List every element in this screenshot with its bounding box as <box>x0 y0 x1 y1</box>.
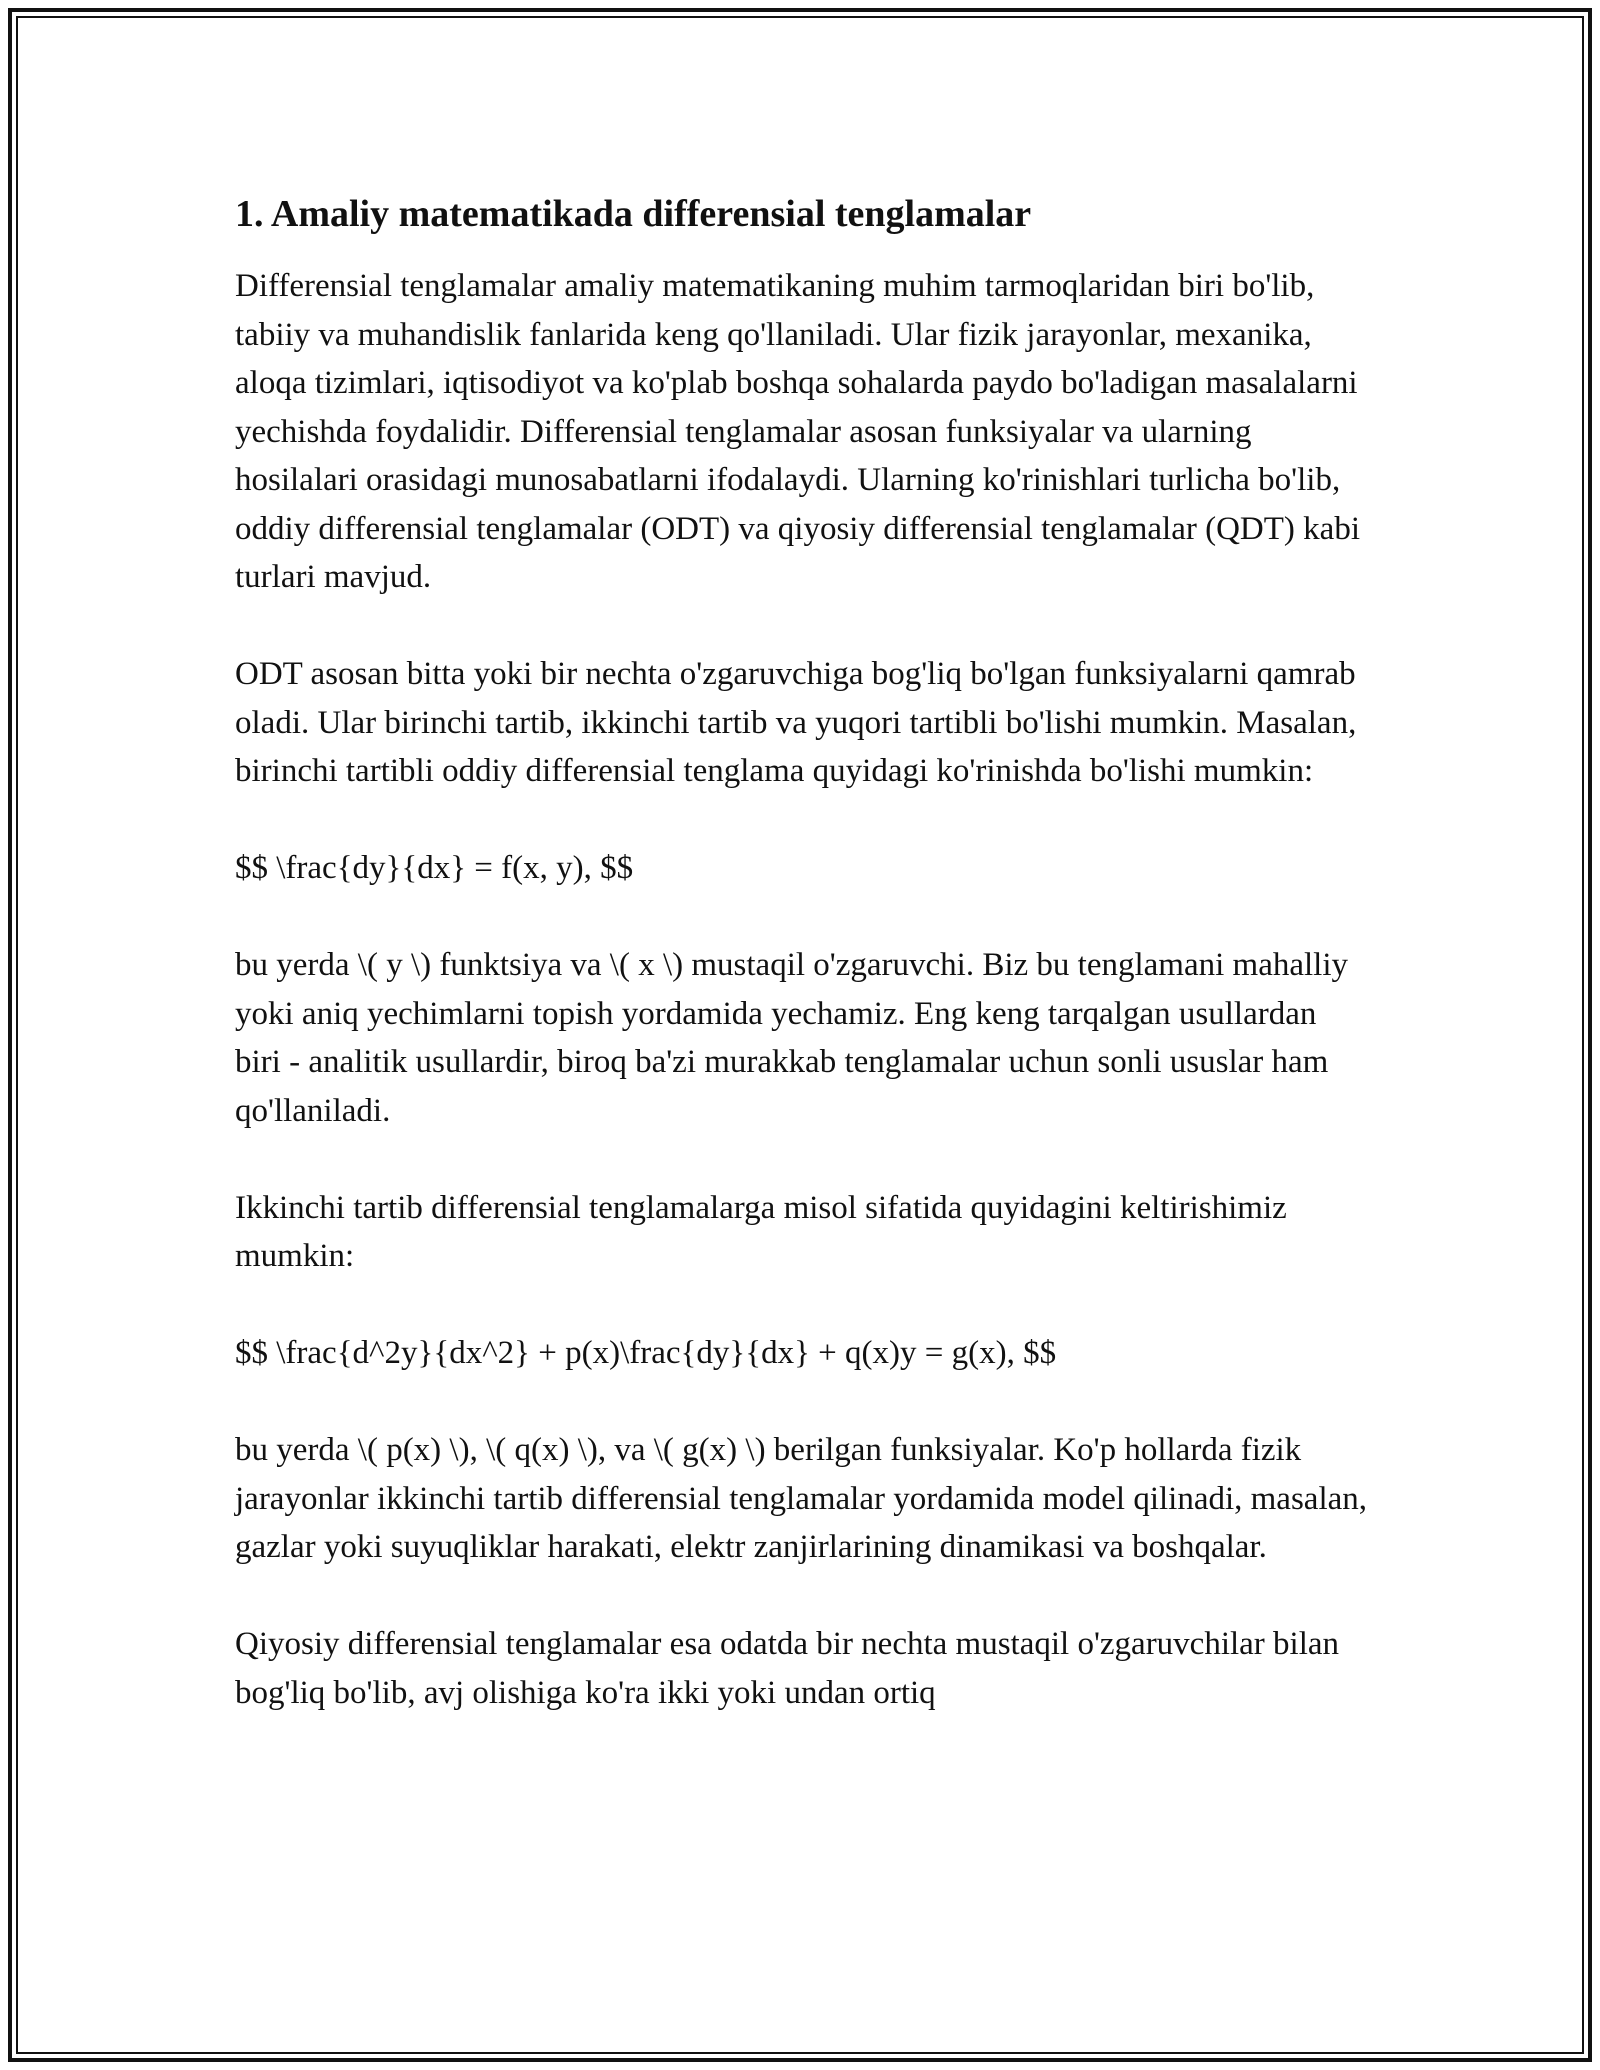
paragraph-spacer <box>235 1378 1370 1427</box>
paragraph-intro: Differensial tenglamalar amaliy matematikaning muhim tarmoqlaridan biri bo'lib, tabiiy va muhandislik fanlarida keng qo'llaniladi. Ular fizik jarayonlar, mexanika, aloqa tizimlari, iqtisodiyot va ko'plab boshqa sohalarda paydo bo'ladigan masalalarni yechishda foydalidir. Differensial tenglamalar asosan funksiyalar va ularning hosilalari orasidagi munosabatlarni ifodalaydi. Ularning ko'rinishlari turlicha bo'lib, oddiy differensial tenglamalar (ODT) va qiyosiy differensial tenglamalar (QDT) kabi turlari mavjud. <box>235 268 1360 595</box>
equation-second-order: $$ \frac{d^2y}{dx^2} + p(x)\frac{dy}{dx} + q(x)y = g(x), $$ <box>235 1335 1057 1371</box>
paragraph-spacer <box>235 893 1370 942</box>
paragraph-spacer <box>235 1572 1370 1621</box>
paragraph-spacer <box>235 602 1370 651</box>
paragraph-pde: Qiyosiy differensial tenglamalar esa odatda bir nechta mustaqil o'zgaruvchilar bilan bog'liq bo'lib, avj olishiga ko'ra ikki yoki undan ortiq <box>235 1626 1340 1711</box>
paragraph-second-order-intro: Ikkinchi tartib differensial tenglamalarga misol sifatida quyidagini keltirishimiz mumkin: <box>235 1189 1287 1274</box>
paragraph-second-order-explanation: bu yerda \( p(x) \), \( q(x) \), va \( g(x) \) berilgan funksiyalar. Ko'p hollarda fizik jarayonlar ikkinchi tartib differensial tenglamalar yordamida model qilinadi, masalan, gazlar yoki suyuqliklar harakati, elektr zanjirlarining dinamikasi va boshqalar. <box>235 1432 1368 1565</box>
paragraph-spacer <box>235 1281 1370 1330</box>
section-heading: 1. Amaliy matematikada differensial tenglamalar <box>235 193 1032 235</box>
paragraph-odt: ODT asosan bitta yoki bir nechta o'zgaruvchiga bog'liq bo'lgan funksiyalarni qamrab oladi. Ular birinchi tartib, ikkinchi tartib va yuqori tartibli bo'lishi mumkin. Masalan, birinchi tartibli oddiy differensial tenglama quyidagi ko'rinishda bo'lishi mumkin: <box>235 656 1357 789</box>
equation-first-order: $$ \frac{dy}{dx} = f(x, y), $$ <box>235 850 634 886</box>
paragraph-spacer <box>235 796 1370 845</box>
document-body <box>235 186 1370 1717</box>
paragraph-spacer <box>235 1135 1370 1184</box>
paragraph-first-order-explanation: bu yerda \( y \) funktsiya va \( x \) mustaqil o'zgaruvchi. Biz bu tenglamani mahalliy yoki aniq yechimlarni topish yordamida yechamiz. Eng keng tarqalgan usullardan biri - analitik usullardir, biroq ba'zi murakkab tenglamalar uchun sonli ususlar ham qo'llaniladi. <box>235 947 1348 1129</box>
